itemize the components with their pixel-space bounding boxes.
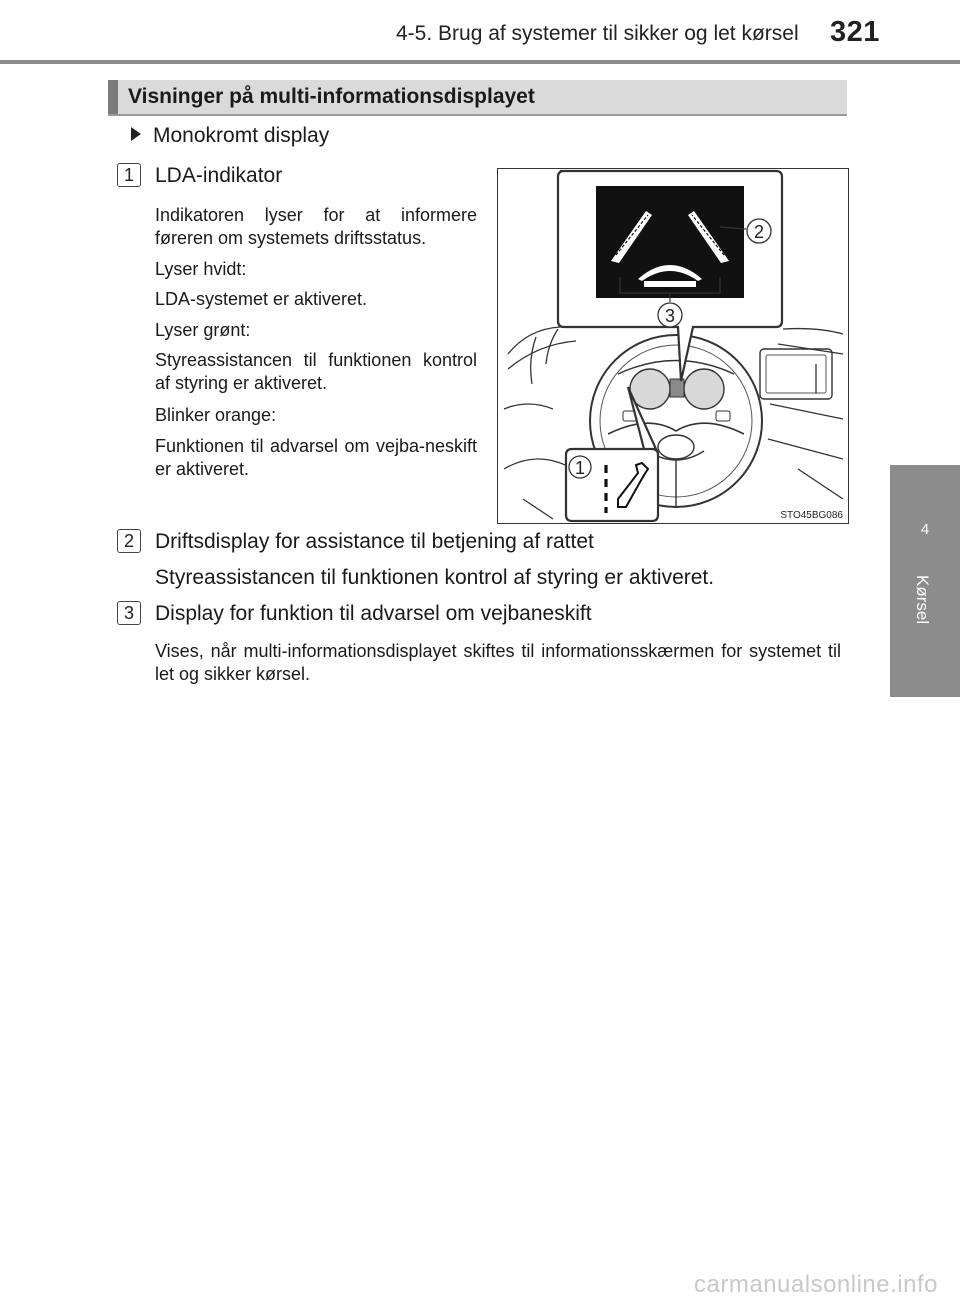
chapter-number: 4	[920, 521, 930, 538]
figure-code: STO45BG086	[780, 510, 843, 521]
section-heading-bar	[108, 80, 118, 114]
callout-1: 1	[574, 458, 586, 478]
item-paragraph: Styreassistancen til funktionen kontrol af styring er aktiveret.	[155, 350, 477, 393]
watermark: carmanualsonline.info	[694, 1271, 938, 1298]
item-body: Vises, når multi-informationsdisplayet skiftes til informationsskærmen for systemet til let og sikker kørsel.	[155, 641, 841, 684]
header-rule	[0, 60, 960, 64]
section-heading	[108, 80, 847, 116]
subheading	[131, 124, 329, 148]
item-title: Driftsdisplay for assistance til betjening af rattet	[155, 530, 594, 553]
section-heading-text: Visninger på multi-informationsdisplayet	[128, 85, 535, 108]
item-paragraph: Lyser grønt:	[155, 320, 251, 340]
item-paragraph: Funktionen til advarsel om vejba-neskift er aktiveret.	[155, 436, 477, 479]
dashboard-illustration	[497, 168, 849, 524]
running-header-title: 4-5. Brug af systemer til sikker og let kørsel	[396, 22, 799, 45]
item-number-badge: 3	[117, 601, 141, 625]
page-number: 321	[830, 16, 880, 48]
item-title: Display for funktion til advarsel om vejbaneskift	[155, 602, 592, 625]
item-title: LDA-indikator	[155, 164, 283, 187]
item-paragraph: Blinker orange:	[155, 405, 277, 425]
item-paragraph: Lyser hvidt:	[155, 259, 247, 279]
dashboard-illustration-svg	[498, 169, 848, 523]
item-paragraph: LDA-systemet er aktiveret.	[155, 289, 368, 309]
item-number-badge: 2	[117, 529, 141, 553]
item-paragraph: Indikatoren lyser for at informere føreren om systemets driftsstatus.	[155, 205, 477, 248]
callout-3: 3	[664, 306, 676, 326]
chapter-label: Kørsel	[913, 575, 932, 625]
item-number-badge: 1	[117, 163, 141, 187]
triangle-bullet-icon	[131, 127, 141, 141]
chapter-tab	[890, 465, 960, 697]
callout-2: 2	[753, 222, 765, 242]
item-body: Styreassistancen til funktionen kontrol af styring er aktiveret.	[155, 566, 715, 589]
subheading-text: Monokromt display	[153, 124, 330, 147]
